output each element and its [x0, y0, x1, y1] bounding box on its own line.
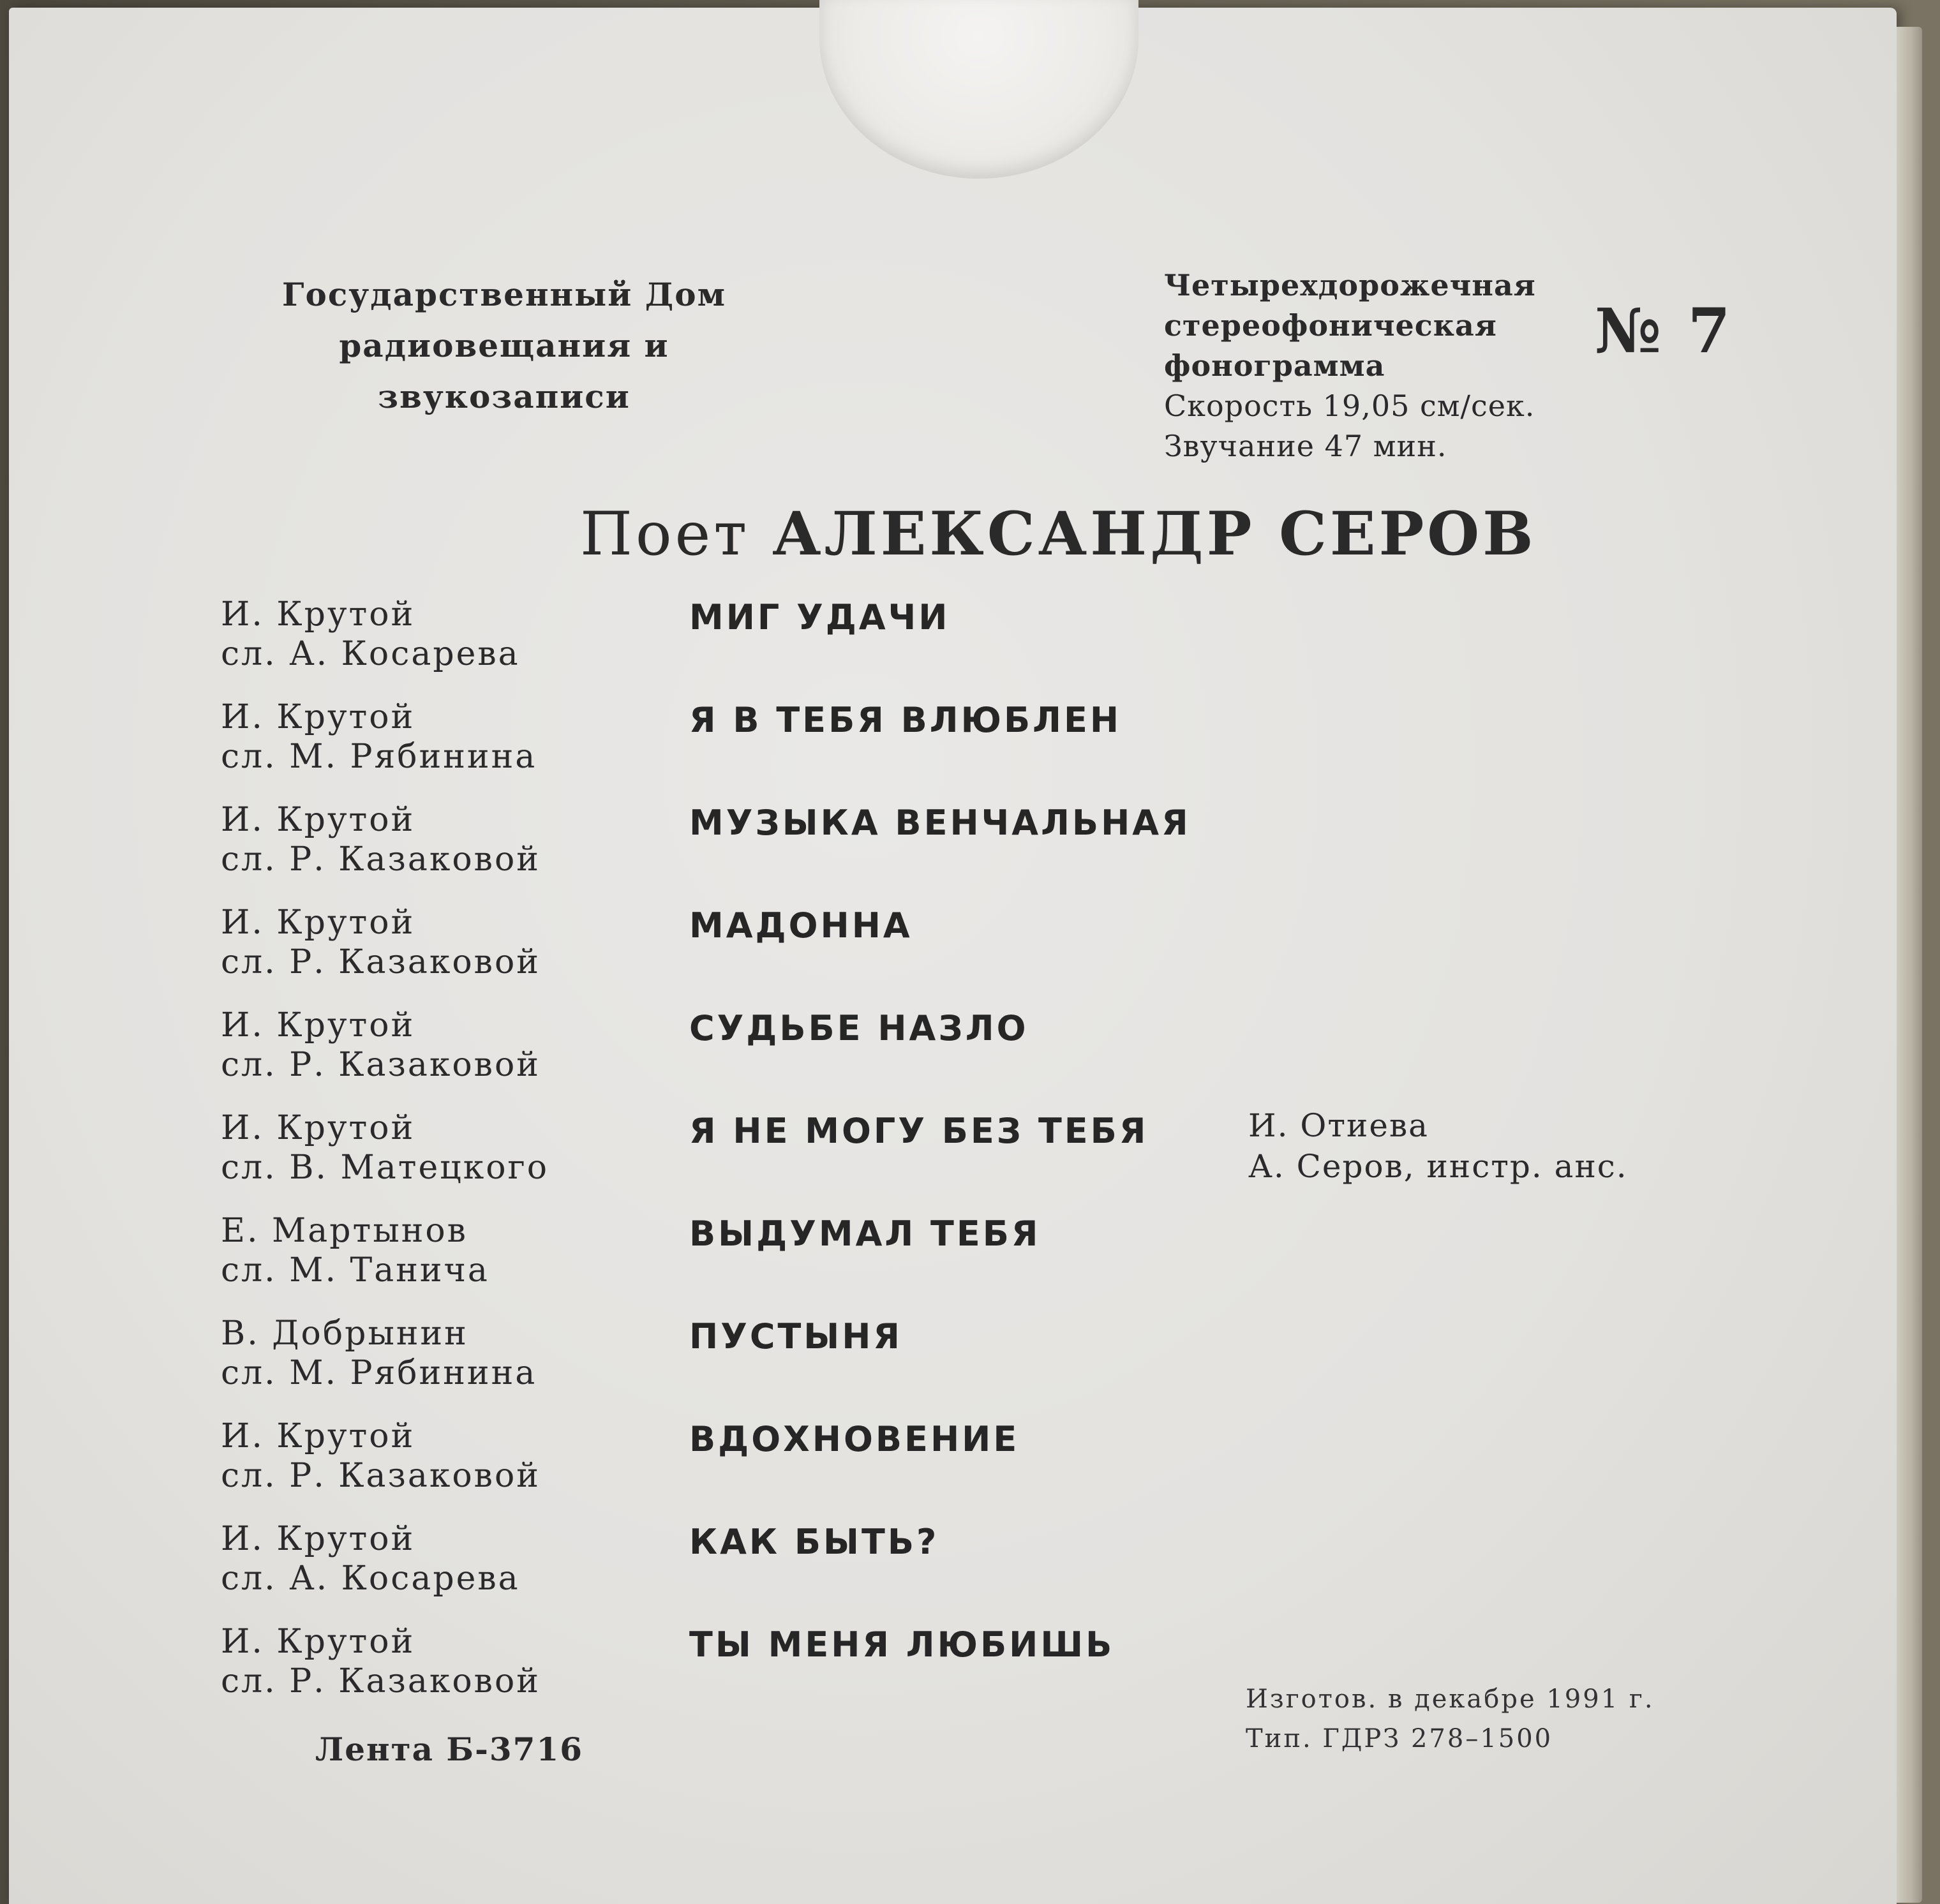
song-title: ТЫ МЕНЯ ЛЮБИШЬ	[689, 1625, 1115, 1665]
song-title: Я НЕ МОГУ БЕЗ ТЕБЯ	[689, 1111, 1149, 1151]
track-item	[9, 1519, 1860, 1621]
composer: В. Добрынин	[221, 1314, 468, 1353]
tech-line-1: Четырехдорожечная	[1164, 268, 1536, 302]
song-title: МУЗЫКА ВЕНЧАЛЬНАЯ	[689, 803, 1191, 843]
lyricist: сл. А. Косарева	[221, 635, 520, 673]
performer-ensemble: А. Серов, инстр. анс.	[1248, 1148, 1628, 1185]
tape-number: Лента Б-3716	[315, 1730, 584, 1768]
lyricist: сл. Р. Казаковой	[221, 943, 541, 981]
lyricist: сл. Р. Казаковой	[221, 1662, 541, 1700]
tech-line-2: стереофоническая	[1164, 308, 1497, 343]
print-info: Тип. ГДРЗ 278–1500	[1246, 1724, 1553, 1753]
lyricist: сл. М. Рябинина	[221, 1354, 537, 1392]
manufacture-block	[1246, 1679, 1655, 1759]
track-credit	[221, 697, 537, 777]
track-credit	[221, 1211, 489, 1290]
composer: И. Крутой	[221, 1623, 415, 1661]
lyricist: сл. М. Танича	[221, 1251, 489, 1290]
lyricist: сл. В. Матецкого	[221, 1149, 549, 1187]
catalog-number: № 7	[1595, 295, 1733, 367]
track-item	[9, 1006, 1860, 1108]
track-credit	[221, 1622, 541, 1701]
record-sleeve	[9, 8, 1897, 1904]
composer: И. Крутой	[221, 801, 415, 839]
lyricist: сл. Р. Казаковой	[221, 1457, 541, 1495]
song-title: МАДОННА	[689, 905, 913, 946]
track-item	[9, 1314, 1860, 1416]
song-title: МИГ УДАЧИ	[689, 597, 950, 637]
track-credit	[221, 903, 541, 982]
track-credit	[221, 1108, 549, 1187]
manufacture-date: Изготов. в декабре 1991 г.	[1246, 1685, 1655, 1714]
song-title: Я В ТЕБЯ ВЛЮБЛЕН	[689, 700, 1122, 740]
track-credit	[221, 1519, 520, 1598]
lyricist: сл. М. Рябинина	[221, 738, 537, 776]
composer: И. Крутой	[221, 1006, 415, 1045]
performer-vocal: И. Отиева	[1248, 1107, 1429, 1144]
tech-line-3: фонограмма	[1164, 348, 1385, 383]
track-item	[9, 1211, 1860, 1313]
track-item	[9, 800, 1860, 902]
publisher-block	[236, 269, 772, 422]
song-title: КАК БЫТЬ?	[689, 1522, 939, 1562]
publisher-line-1: Государственный Дом	[281, 276, 727, 313]
song-title: СУДЬБЕ НАЗЛО	[689, 1008, 1029, 1048]
lyricist: сл. Р. Казаковой	[221, 840, 541, 879]
track-item	[9, 697, 1860, 800]
song-title: ПУСТЫНЯ	[689, 1316, 903, 1357]
composer: И. Крутой	[221, 904, 415, 942]
sleeve-notch	[819, 0, 1138, 179]
artist-name: АЛЕКСАНДР СЕРОВ	[772, 499, 1537, 569]
track-credit	[221, 595, 520, 674]
title-lead: Поет	[580, 500, 750, 569]
composer: Е. Мартынов	[221, 1212, 468, 1250]
composer: И. Крутой	[221, 1109, 415, 1147]
publisher-line-2: радиовещания и звукозаписи	[339, 327, 669, 415]
track-item	[9, 595, 1860, 697]
album-title	[580, 499, 1537, 569]
composer: И. Крутой	[221, 698, 415, 736]
song-title: ВДОХНОВЕНИЕ	[689, 1419, 1020, 1459]
composer: И. Крутой	[221, 1417, 415, 1455]
lyricist: сл. А. Косарева	[221, 1559, 520, 1598]
tech-info-block	[1164, 265, 1536, 466]
tech-duration: Звучание 47 мин.	[1164, 429, 1447, 463]
track-credit	[221, 1417, 541, 1496]
performers-block	[1248, 1105, 1628, 1187]
track-item	[9, 903, 1860, 1005]
track-credit	[221, 800, 541, 879]
composer: И. Крутой	[221, 1520, 415, 1558]
tech-speed: Скорость 19,05 см/сек.	[1164, 389, 1535, 423]
track-credit	[221, 1006, 541, 1085]
lyricist: сл. Р. Казаковой	[221, 1046, 541, 1084]
sleeve-edge	[1897, 27, 1922, 1903]
track-credit	[221, 1314, 537, 1393]
song-title: ВЫДУМАЛ ТЕБЯ	[689, 1214, 1041, 1254]
composer: И. Крутой	[221, 595, 415, 634]
track-item	[9, 1417, 1860, 1519]
